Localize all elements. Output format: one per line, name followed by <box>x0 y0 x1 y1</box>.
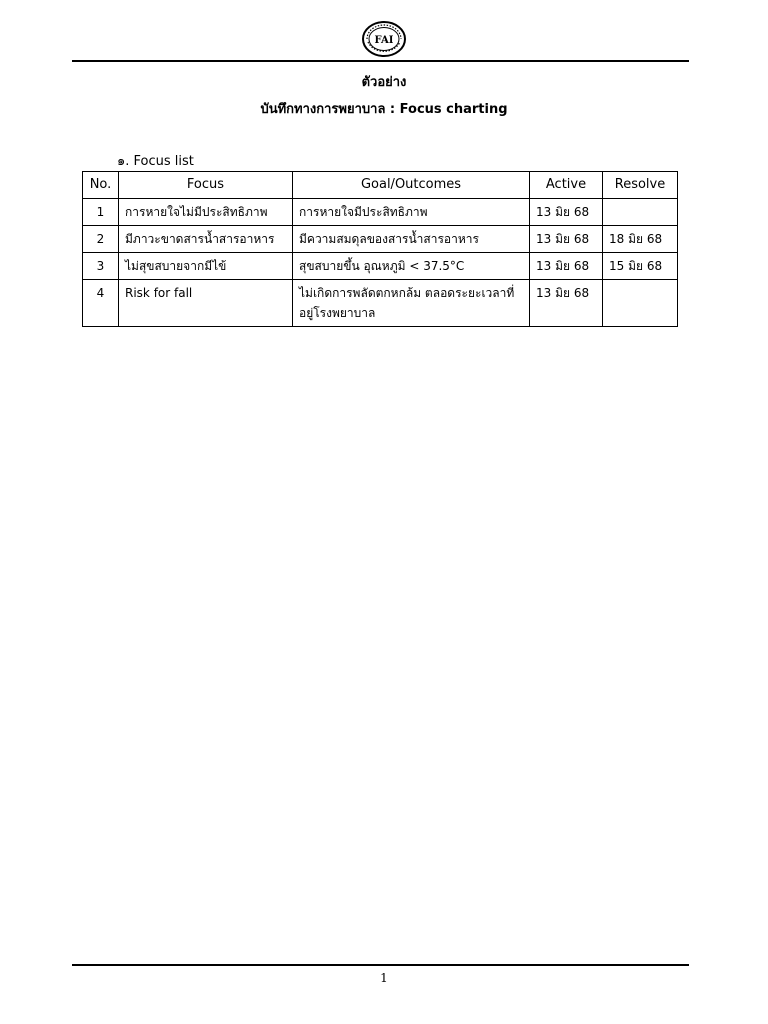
cell-no: 4 <box>83 280 119 327</box>
column-header-goal: Goal/Outcomes <box>293 172 530 199</box>
column-header-resolve: Resolve <box>603 172 678 199</box>
column-header-focus: Focus <box>119 172 293 199</box>
cell-no: 2 <box>83 226 119 253</box>
table-row <box>83 253 678 280</box>
cell-focus: การหายใจไม่มีประสิทธิภาพ <box>119 199 293 226</box>
column-header-no: No. <box>83 172 119 199</box>
cell-focus: ไม่สุขสบายจากมีไข้ <box>119 253 293 280</box>
column-header-active: Active <box>530 172 603 199</box>
header-rule <box>72 60 689 62</box>
cell-active: 13 มิย 68 <box>530 280 603 327</box>
table-header-row <box>83 172 678 199</box>
section-label: ๑. Focus list <box>117 154 194 169</box>
cell-resolve: 18 มิย 68 <box>603 226 678 253</box>
cell-no: 3 <box>83 253 119 280</box>
cell-goal: ไม่เกิดการพลัดตกหกล้ม ตลอดระยะเวลาที่อยู่โรงพยาบาล <box>293 280 530 327</box>
cell-goal: การหายใจมีประสิทธิภาพ <box>293 199 530 226</box>
page-number: 1 <box>380 971 388 985</box>
cell-focus: มีภาวะขาดสารน้ำสารอาหาร <box>119 226 293 253</box>
svg-text:FAI: FAI <box>374 35 394 46</box>
table-row <box>83 226 678 253</box>
footer-rule <box>72 964 689 966</box>
document-subtitle: บันทึกทางการพยาบาล : Focus charting <box>260 102 508 117</box>
cell-goal: มีความสมดุลของสารน้ำสารอาหาร <box>293 226 530 253</box>
university-logo <box>361 20 407 58</box>
table-row <box>83 199 678 226</box>
cell-active: 13 มิย 68 <box>530 226 603 253</box>
cell-resolve: 15 มิย 68 <box>603 253 678 280</box>
table-row <box>83 280 678 327</box>
cell-focus: Risk for fall <box>119 280 293 327</box>
document-title: ตัวอย่าง <box>361 75 407 90</box>
focus-list-table <box>82 171 678 327</box>
cell-resolve <box>603 199 678 226</box>
cell-active: 13 มิย 68 <box>530 199 603 226</box>
cell-no: 1 <box>83 199 119 226</box>
cell-resolve <box>603 280 678 327</box>
cell-active: 13 มิย 68 <box>530 253 603 280</box>
cell-goal: สุขสบายขึ้น อุณหภูมิ < 37.5°C <box>293 253 530 280</box>
